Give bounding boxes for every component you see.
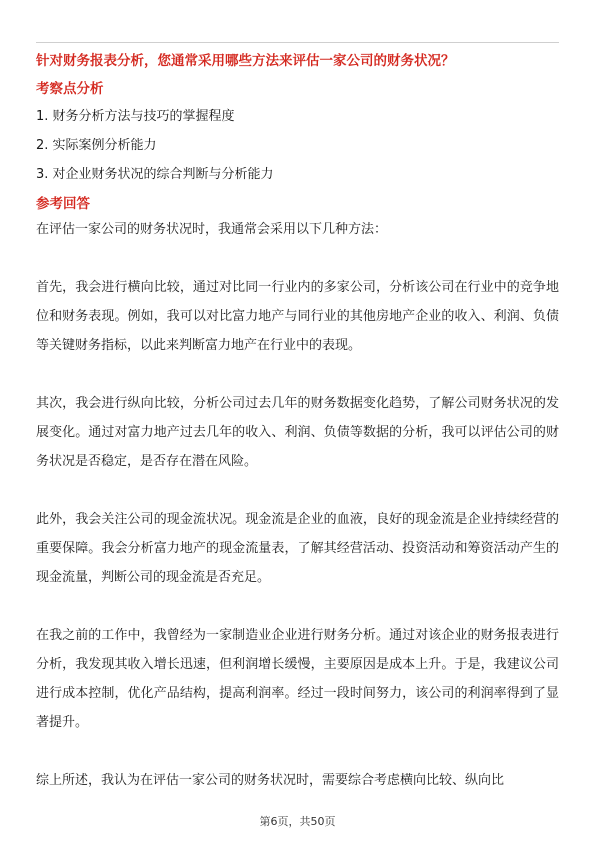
answer-paragraph: 在评估一家公司的财务状况时，我通常会采用以下几种方法： (36, 222, 388, 237)
focus-points-list (36, 102, 559, 189)
header-rule (36, 42, 559, 43)
focus-point: 1. 财务分析方法与技巧的掌握程度 (36, 109, 235, 124)
answer-paragraph: 首先，我会进行横向比较，通过对比同一行业内的多家公司，分析该公司在行业中的竞争地位和财务表现。例如，我可以对比富力地产与同行业的其他房地产企业的收入、利润、负债等关键财务指标，以此来判断富力地产在行业中的表现。 (36, 280, 559, 353)
focus-point: 3. 对企业财务状况的综合判断与分析能力 (36, 167, 274, 182)
answer-paragraph: 此外，我会关注公司的现金流状况。现金流是企业的血液，良好的现金流是企业持续经营的重要保障。我会分析富力地产的现金流量表，了解其经营活动、投资活动和筹资活动产生的现金流量，判断公司的现金流是否充足。 (36, 512, 559, 585)
focus-point: 2. 实际案例分析能力 (36, 138, 157, 153)
question-heading: 针对财务报表分析，您通常采用哪些方法来评估一家公司的财务状况？ (36, 53, 455, 69)
answer-paragraph: 在我之前的工作中，我曾经为一家制造业企业进行财务分析。通过对该企业的财务报表进行分析，我发现其收入增长迅速，但利润增长缓慢，主要原因是成本上升。于是，我建议公司进行成本控制，优化产品结构，提高利润率。经过一段时间努力，该公司的利润率得到了显著提升。 (36, 628, 559, 730)
answer-paragraph: 其次，我会进行纵向比较，分析公司过去几年的财务数据变化趋势，了解公司财务状况的发展变化。通过对富力地产过去几年的收入、利润、负债等数据的分析，我可以评估公司的财务状况是否稳定，是否存在潜在风险。 (36, 396, 559, 469)
answer-paragraph: 综上所述，我认为在评估一家公司的财务状况时，需要综合考虑横向比较、纵向比 (36, 773, 505, 788)
answer-section-title: 参考回答 (36, 196, 90, 212)
focus-section-title: 考察点分析 (36, 81, 104, 97)
page-content (36, 50, 559, 824)
page-number-footer: 第6页，共50页 (259, 815, 336, 828)
